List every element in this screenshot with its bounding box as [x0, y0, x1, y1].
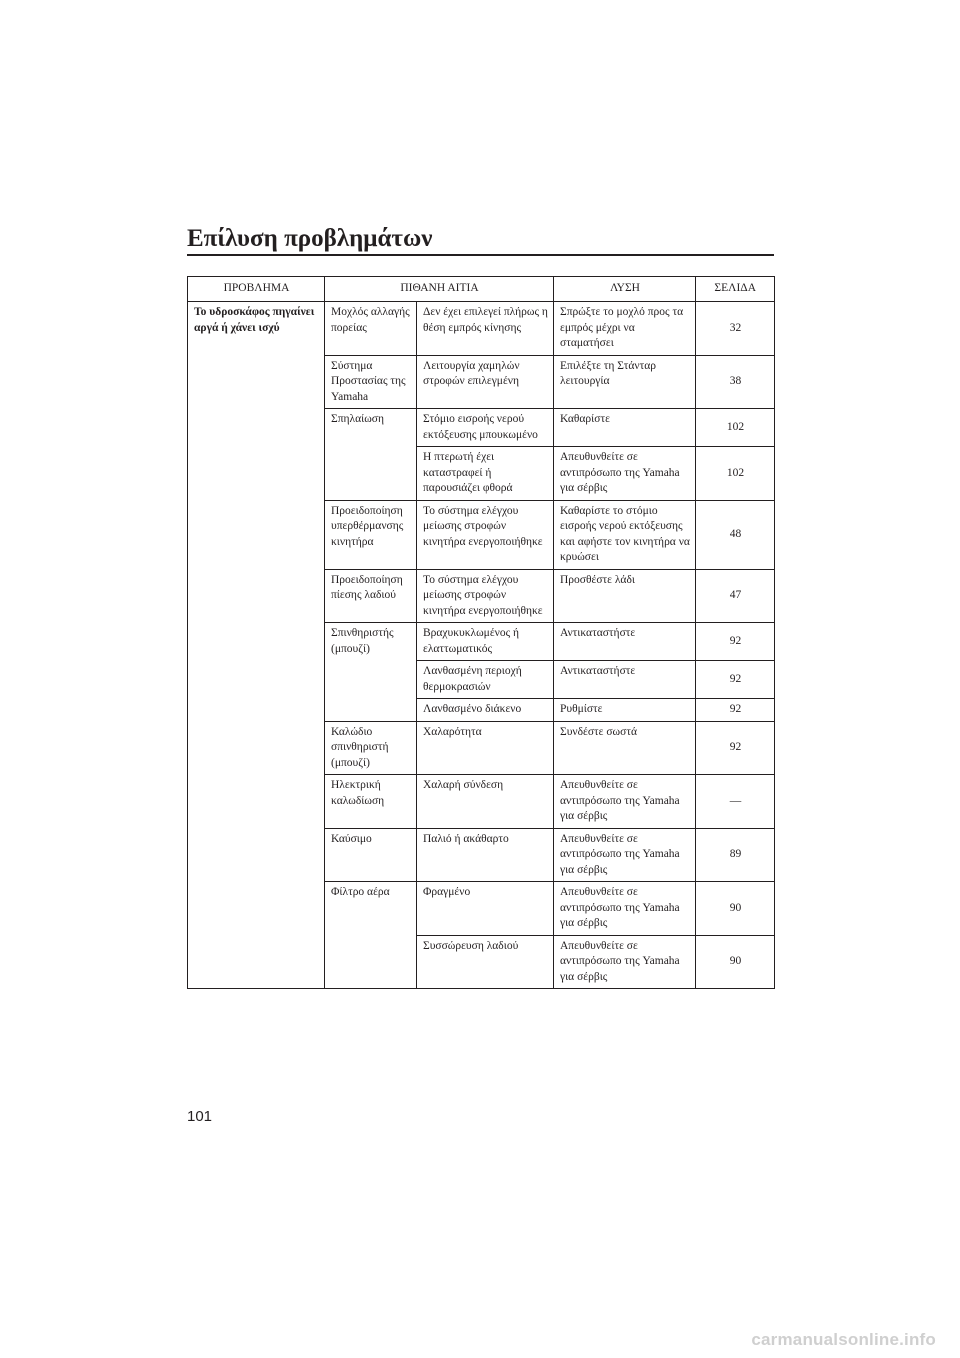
detail-cell: Το σύστημα ελέγχου μείωσης στροφών κινητήρα ενεργοποιήθηκε — [417, 500, 554, 569]
detail-cell: Βραχυκυκλωμένος ή ελαττωματικός — [417, 623, 554, 661]
detail-cell: Λανθασμένο διάκενο — [417, 699, 554, 722]
page-ref-cell: 102 — [696, 409, 775, 447]
page-ref-cell: 32 — [696, 302, 775, 356]
solution-cell: Απευθυνθείτε σε αντιπρόσωπο της Yamaha για σέρβις — [554, 447, 696, 501]
solution-cell: Συνδέστε σωστά — [554, 721, 696, 775]
page-ref-cell: 92 — [696, 623, 775, 661]
table-row — [188, 302, 775, 356]
page-ref-cell: 90 — [696, 935, 775, 989]
page-ref-cell: 102 — [696, 447, 775, 501]
solution-cell: Αντικαταστήστε — [554, 623, 696, 661]
header-page: ΣΕΛΙΔΑ — [696, 277, 775, 302]
detail-cell: Στόμιο εισροής νερού εκτόξευσης μπουκωμένο — [417, 409, 554, 447]
solution-cell: Αντικαταστήστε — [554, 661, 696, 699]
detail-cell: Φραγμένο — [417, 882, 554, 936]
cause-cell: Φίλτρο αέρα — [325, 882, 417, 989]
page-ref-cell: — — [696, 775, 775, 829]
solution-cell: Ρυθμίστε — [554, 699, 696, 722]
detail-cell: Χαλαρότητα — [417, 721, 554, 775]
table-header-row — [188, 277, 775, 302]
detail-cell: Χαλαρή σύνδεση — [417, 775, 554, 829]
page-ref-cell: 92 — [696, 699, 775, 722]
detail-cell: Η πτερωτή έχει καταστραφεί ή παρουσιάζει φθορά — [417, 447, 554, 501]
watermark: carmanualsonline.info — [751, 1330, 936, 1349]
detail-cell: Δεν έχει επιλεγεί πλήρως η θέση εμπρός κίνησης — [417, 302, 554, 356]
title-divider — [187, 254, 774, 256]
page-ref-cell: 92 — [696, 721, 775, 775]
solution-cell: Καθαρίστε το στόμιο εισροής νερού εκτόξευσης και αφήστε τον κινητήρα να κρυώσει — [554, 500, 696, 569]
solution-cell: Απευθυνθείτε σε αντιπρόσωπο της Yamaha για σέρβις — [554, 882, 696, 936]
page-ref-cell: 90 — [696, 882, 775, 936]
solution-cell: Καθαρίστε — [554, 409, 696, 447]
page-ref-cell: 48 — [696, 500, 775, 569]
cause-cell: Ηλεκτρική καλωδίωση — [325, 775, 417, 829]
detail-cell: Το σύστημα ελέγχου μείωσης στροφών κινητήρα ενεργοποιήθηκε — [417, 569, 554, 623]
problem-cell: Το υδροσκάφος πηγαίνει αργά ή χάνει ισχύ — [188, 302, 325, 989]
solution-cell: Προσθέστε λάδι — [554, 569, 696, 623]
cause-cell: Μοχλός αλλαγής πορείας — [325, 302, 417, 356]
cause-cell: Καύσιμο — [325, 828, 417, 882]
page-number: 101 — [187, 1108, 213, 1125]
page-ref-cell: 92 — [696, 661, 775, 699]
detail-cell: Λανθασμένη περιοχή θερμοκρασιών — [417, 661, 554, 699]
page-ref-cell: 89 — [696, 828, 775, 882]
detail-cell: Παλιό ή ακάθαρτο — [417, 828, 554, 882]
cause-cell: Προειδοποίηση πίεσης λαδιού — [325, 569, 417, 623]
cause-cell: Καλώδιο σπινθηριστή (μπουζί) — [325, 721, 417, 775]
cause-cell: Σπινθηριστής (μπουζί) — [325, 623, 417, 722]
solution-cell: Σπρώξτε το μοχλό προς τα εμπρός μέχρι να σταματήσει — [554, 302, 696, 356]
header-problem: ΠΡΟΒΛΗΜΑ — [188, 277, 325, 302]
solution-cell: Επιλέξτε τη Στάνταρ λειτουργία — [554, 355, 696, 409]
cause-cell: Προειδοποίηση υπερθέρμανσης κινητήρα — [325, 500, 417, 569]
troubleshooting-table — [187, 276, 775, 989]
detail-cell: Συσσώρευση λαδιού — [417, 935, 554, 989]
cause-cell: Σπηλαίωση — [325, 409, 417, 501]
solution-cell: Απευθυνθείτε σε αντιπρόσωπο της Yamaha για σέρβις — [554, 775, 696, 829]
header-solution: ΛΥΣΗ — [554, 277, 696, 302]
header-cause: ΠΙΘΑΝΗ ΑΙΤΙΑ — [325, 277, 554, 302]
solution-cell: Απευθυνθείτε σε αντιπρόσωπο της Yamaha για σέρβις — [554, 828, 696, 882]
solution-cell: Απευθυνθείτε σε αντιπρόσωπο της Yamaha για σέρβις — [554, 935, 696, 989]
detail-cell: Λειτουργία χαμηλών στροφών επιλεγμένη — [417, 355, 554, 409]
page-ref-cell: 47 — [696, 569, 775, 623]
cause-cell: Σύστημα Προστασίας της Yamaha — [325, 355, 417, 409]
table-body — [188, 302, 775, 989]
page-ref-cell: 38 — [696, 355, 775, 409]
page-title: Επίλυση προβλημάτων — [187, 225, 433, 252]
